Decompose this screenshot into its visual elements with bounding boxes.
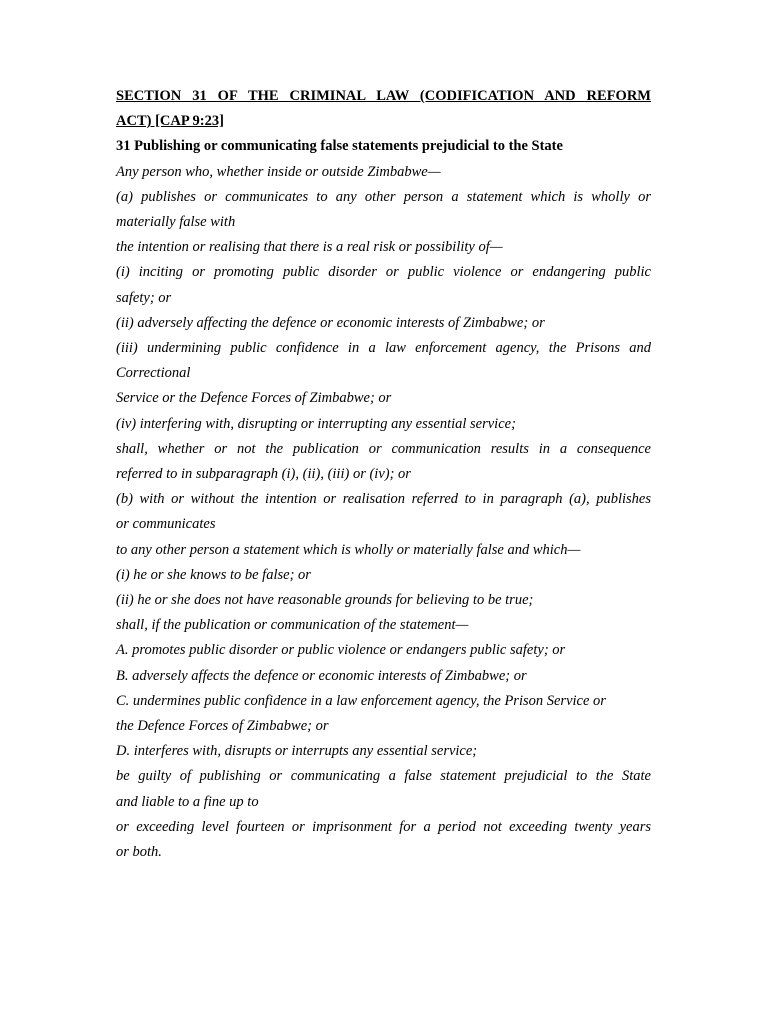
statute-line: or both.: [116, 844, 162, 861]
statute-line: shall, whether or not the publication or communication results in a consequence: [116, 440, 651, 457]
statute-line: (i) he or she knows to be false; or: [116, 566, 311, 583]
statute-line: the Defence Forces of Zimbabwe; or: [116, 718, 329, 735]
section-title: 31 Publishing or communicating false statements prejudicial to the State: [116, 138, 563, 155]
statute-line: the intention or realising that there is a real risk or possibility of—: [116, 239, 503, 256]
statute-line: C. undermines public confidence in a law enforcement agency, the Prison Service or: [116, 692, 606, 709]
statute-line: or communicates: [116, 516, 216, 533]
statute-line: (b) with or without the intention or realisation referred to in paragraph (a), publishes: [116, 491, 651, 508]
statute-line: materially false with: [116, 214, 236, 231]
statute-line: Correctional: [116, 365, 191, 382]
statute-line: safety; or: [116, 289, 172, 306]
statute-line: (ii) adversely affecting the defence or economic interests of Zimbabwe; or: [116, 314, 545, 331]
statute-line: Service or the Defence Forces of Zimbabwe; or: [116, 390, 392, 407]
statute-line: (iii) undermining public confidence in a law enforcement agency, the Prisons and: [116, 340, 651, 357]
statute-line: D. interferes with, disrupts or interrupts any essential service;: [116, 743, 478, 760]
statute-line: (a) publishes or communicates to any other person a statement which is wholly or: [116, 188, 651, 205]
statute-line: (iv) interfering with, disrupting or interrupting any essential service;: [116, 415, 516, 432]
statute-line: Any person who, whether inside or outside Zimbabwe—: [116, 163, 441, 180]
statute-line: referred to in subparagraph (i), (ii), (iii) or (iv); or: [116, 466, 411, 483]
statute-line: and liable to a fine up to: [116, 793, 259, 810]
statute-line: or exceeding level fourteen or imprisonment for a period not exceeding twenty years: [116, 818, 651, 835]
section-heading-line-1: SECTION 31 OF THE CRIMINAL LAW (CODIFICATION AND REFORM: [116, 88, 651, 104]
document-page: [116, 84, 651, 865]
statute-line: B. adversely affects the defence or economic interests of Zimbabwe; or: [116, 667, 527, 684]
statute-line: to any other person a statement which is wholly or materially false and which—: [116, 541, 581, 558]
statute-line: A. promotes public disorder or public violence or endangers public safety; or: [116, 642, 566, 659]
statute-body: [116, 160, 651, 866]
section-heading-line-2: ACT) [CAP 9:23]: [116, 113, 224, 130]
statute-line: (i) inciting or promoting public disorder or public violence or endangering public: [116, 264, 651, 281]
statute-line: be guilty of publishing or communicating a false statement prejudicial to the State: [116, 768, 651, 785]
statute-line: (ii) he or she does not have reasonable grounds for believing to be true;: [116, 592, 534, 609]
statute-line: shall, if the publication or communication of the statement—: [116, 617, 469, 634]
